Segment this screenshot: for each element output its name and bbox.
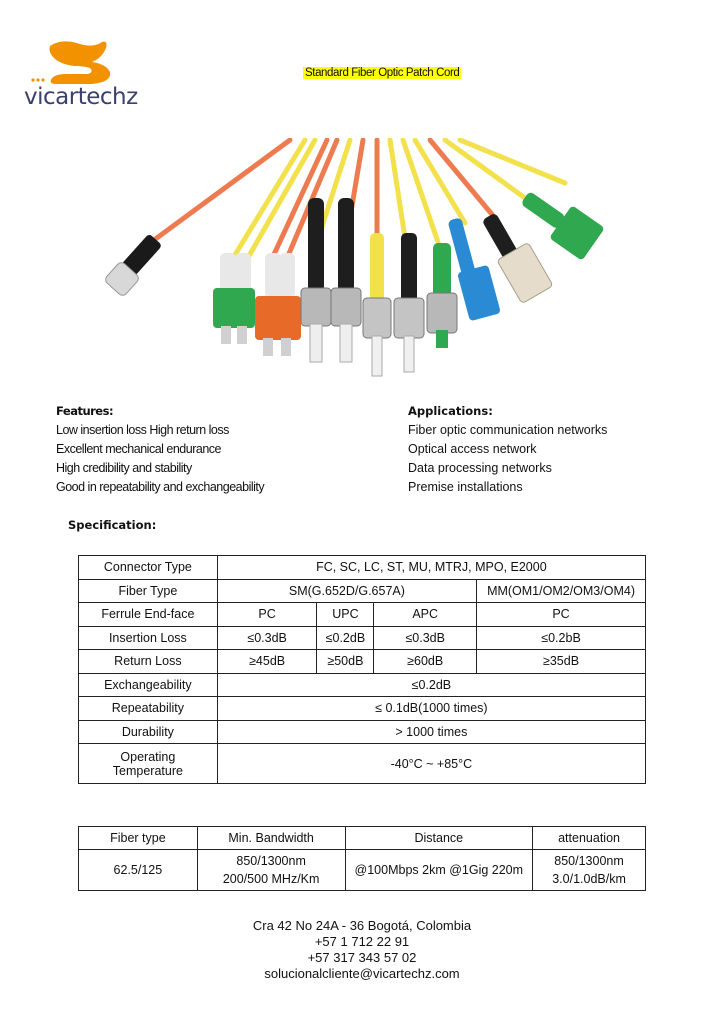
spec-value: PC xyxy=(217,603,317,627)
cell-line: 850/1300nm xyxy=(236,854,306,868)
applications-heading: Applications: xyxy=(408,404,493,418)
table-row xyxy=(79,850,646,891)
spec-value: SM(G.652D/G.657A) xyxy=(217,579,476,603)
email-address: solucionalcliente@vicartechz.com xyxy=(264,966,460,981)
fiber-table xyxy=(78,826,646,891)
spec-value: MM(OM1/OM2/OM3/OM4) xyxy=(477,579,646,603)
feature-item: Excellent mechanical endurance xyxy=(56,442,221,456)
page-title: Standard Fiber Optic Patch Cord xyxy=(305,67,460,79)
table-cell: @100Mbps 2km @1Gig 220m xyxy=(345,850,533,891)
spec-value: -40°C ~ +85°C xyxy=(217,744,645,784)
phone-number: +57 317 343 57 02 xyxy=(307,950,417,965)
spec-label-line: Temperature xyxy=(112,763,183,778)
column-header: Distance xyxy=(345,827,533,850)
spec-value: ≥45dB xyxy=(217,650,317,674)
spec-label: Return Loss xyxy=(79,650,218,674)
table-cell: 62.5/125 xyxy=(79,850,198,891)
column-header: Min. Bandwidth xyxy=(197,827,345,850)
application-item: Optical access network xyxy=(408,442,537,456)
table-row xyxy=(79,603,646,627)
table-cell xyxy=(533,850,646,891)
column-header: Fiber type xyxy=(79,827,198,850)
column-header: attenuation xyxy=(533,827,646,850)
spec-label: Connector Type xyxy=(79,556,218,580)
spec-label: Ferrule End-face xyxy=(79,603,218,627)
application-item: Data processing networks xyxy=(408,461,552,475)
feature-item: Low insertion loss High return loss xyxy=(56,423,229,437)
patch-cord-product-image xyxy=(95,138,625,388)
spec-label-line: Operating xyxy=(120,749,176,764)
spec-value: ≤0.2dB xyxy=(317,626,374,650)
spec-value: ≤0.3dB xyxy=(374,626,477,650)
spec-label: Durability xyxy=(79,720,218,744)
table-row xyxy=(79,626,646,650)
cell-line: 850/1300nm xyxy=(554,854,624,868)
spec-label xyxy=(79,744,218,784)
spec-value: PC xyxy=(477,603,646,627)
spec-value: ≥60dB xyxy=(374,650,477,674)
table-row xyxy=(79,650,646,674)
spec-value: ≥50dB xyxy=(317,650,374,674)
application-item: Premise installations xyxy=(408,480,523,494)
spec-label: Exchangeability xyxy=(79,673,218,697)
table-row xyxy=(79,673,646,697)
features-section xyxy=(56,402,264,497)
spec-value: ≥35dB xyxy=(477,650,646,674)
specification-table xyxy=(78,555,646,784)
cell-line: 200/500 MHz/Km xyxy=(222,872,320,886)
cell-line: 3.0/1.0dB/km xyxy=(552,872,626,886)
feature-item: Good in repeatability and exchangeability xyxy=(56,480,265,494)
address: Cra 42 No 24A - 36 Bogotá, Colombia xyxy=(252,918,472,933)
spec-value: ≤0.2bB xyxy=(477,626,646,650)
contact-footer xyxy=(0,918,724,982)
logo-text: vicartechz xyxy=(24,84,138,110)
spec-label: Fiber Type xyxy=(79,579,218,603)
spec-value: ≤0.2dB xyxy=(217,673,645,697)
table-header-row xyxy=(79,827,646,850)
table-row xyxy=(79,720,646,744)
table-cell xyxy=(197,850,345,891)
spec-value: ≤0.3dB xyxy=(217,626,317,650)
spec-value: UPC xyxy=(317,603,374,627)
table-row xyxy=(79,556,646,580)
features-heading: Features: xyxy=(56,404,114,418)
spec-value: > 1000 times xyxy=(217,720,645,744)
spec-label: Insertion Loss xyxy=(79,626,218,650)
table-row xyxy=(79,697,646,721)
feature-item: High credibility and stability xyxy=(56,461,192,475)
table-row xyxy=(79,744,646,784)
applications-section xyxy=(408,402,607,497)
phone-number: +57 1 712 22 91 xyxy=(314,934,410,949)
spec-value: FC, SC, LC, ST, MU, MTRJ, MPO, E2000 xyxy=(217,556,645,580)
table-row xyxy=(79,579,646,603)
spec-value: APC xyxy=(374,603,477,627)
spec-label: Repeatability xyxy=(79,697,218,721)
specification-heading: Specification: xyxy=(68,518,157,532)
application-item: Fiber optic communication networks xyxy=(408,423,608,437)
spec-value: ≤ 0.1dB(1000 times) xyxy=(217,697,645,721)
